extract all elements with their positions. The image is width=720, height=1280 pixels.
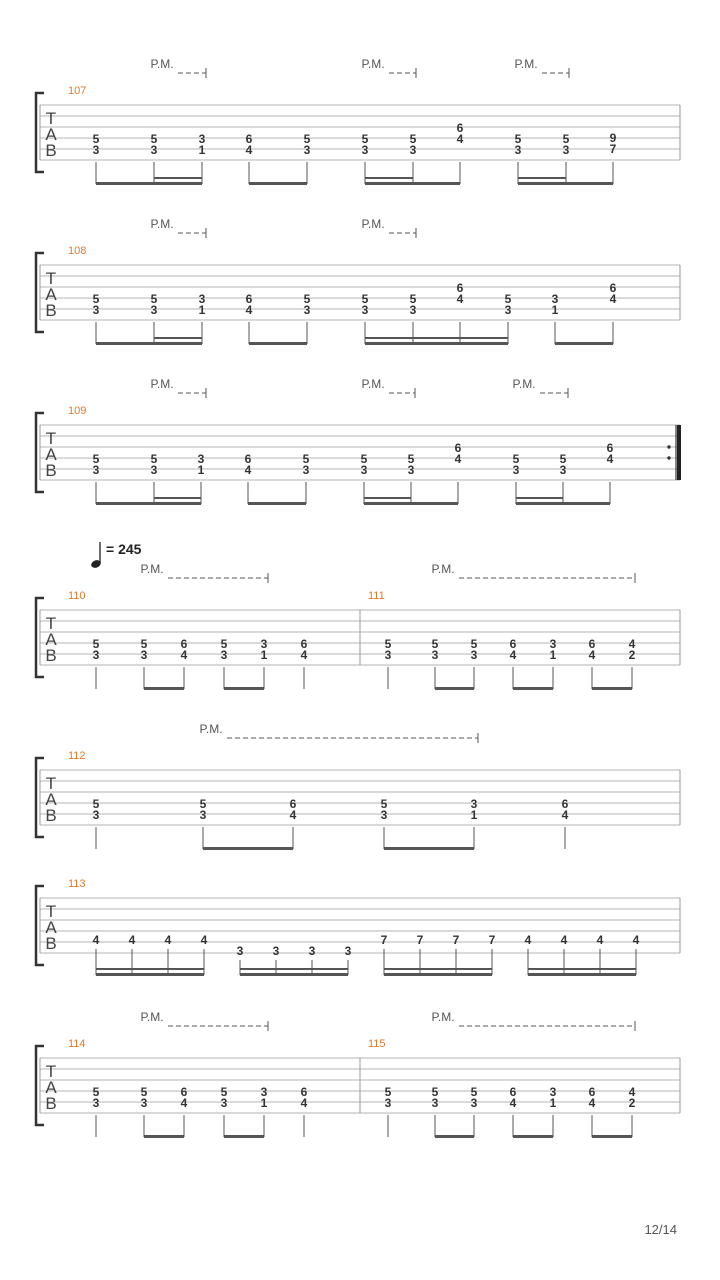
fret-number: 4 (300, 1096, 308, 1110)
beam (249, 342, 307, 345)
tab-clef-a: A (45, 125, 57, 144)
fret-number: 3 (409, 143, 417, 157)
measure-number: 108 (68, 245, 87, 257)
fret-number: 6 (180, 637, 188, 651)
fret-number: 5 (384, 637, 392, 651)
fret-number: 7 (416, 933, 424, 947)
measure-number: 112 (68, 750, 86, 762)
tab-clef-b: B (45, 646, 57, 665)
measure-number: 110 (68, 590, 86, 602)
palm-mute-label: P.M. (431, 562, 455, 576)
fret-number: 6 (244, 452, 252, 466)
fret-number: 3 (92, 143, 100, 157)
beam-secondary (154, 497, 201, 499)
fret-number: 5 (470, 1085, 478, 1099)
beam (224, 687, 264, 690)
fret-number: 4 (128, 933, 136, 947)
fret-number: 5 (150, 132, 158, 146)
measure-number: 109 (68, 405, 87, 417)
tab-clef-b: B (45, 141, 57, 160)
tab-clef-a: A (45, 445, 57, 464)
fret-number: 3 (470, 797, 478, 811)
fret-number: 5 (220, 637, 228, 651)
fret-number: 3 (308, 944, 316, 958)
fret-number: 3 (549, 1085, 557, 1099)
palm-mute-label: P.M. (150, 57, 174, 71)
fret-number: 6 (588, 1085, 596, 1099)
fret-number: 5 (409, 132, 417, 146)
beam (555, 342, 613, 345)
fret-number: 3 (220, 648, 228, 662)
beam (364, 502, 458, 505)
palm-mute-label: P.M. (361, 57, 385, 71)
beam (96, 973, 204, 976)
beam (365, 342, 508, 345)
fret-number: 4 (92, 933, 100, 947)
fret-number: 3 (140, 1096, 148, 1110)
fret-number: 5 (92, 797, 100, 811)
beam (248, 502, 306, 505)
fret-number: 3 (303, 303, 311, 317)
fret-number: 3 (514, 143, 522, 157)
measure-number: 107 (68, 85, 87, 97)
fret-number: 5 (140, 1085, 148, 1099)
beam (435, 687, 474, 690)
fret-number: 5 (302, 452, 310, 466)
fret-number: 6 (454, 441, 462, 455)
fret-number: 6 (561, 797, 569, 811)
beam (249, 182, 307, 185)
palm-mute-label: P.M. (431, 1010, 455, 1024)
fret-number: 2 (628, 648, 636, 662)
beam (384, 847, 474, 850)
beam (224, 1135, 264, 1138)
fret-number: 3 (198, 292, 206, 306)
fret-number: 6 (609, 281, 617, 295)
fret-number: 3 (220, 1096, 228, 1110)
fret-number: 3 (92, 808, 100, 822)
palm-mute-label: P.M. (514, 57, 538, 71)
fret-number: 5 (431, 1085, 439, 1099)
fret-number: 5 (150, 292, 158, 306)
fret-number: 2 (628, 1096, 636, 1110)
fret-number: 5 (512, 452, 520, 466)
beam-secondary (154, 337, 202, 339)
palm-mute-label: P.M. (140, 562, 164, 576)
fret-number: 1 (260, 1096, 268, 1110)
fret-number: 3 (380, 808, 388, 822)
fret-number: 6 (300, 1085, 308, 1099)
tab-clef-t: T (45, 1062, 57, 1081)
measure-number: 115 (368, 1038, 386, 1050)
fret-number: 5 (384, 1085, 392, 1099)
beam (96, 182, 202, 185)
fret-number: 4 (561, 808, 569, 822)
fret-number: 4 (180, 648, 188, 662)
fret-number: 4 (628, 637, 636, 651)
fret-number: 6 (245, 292, 253, 306)
fret-number: 5 (514, 132, 522, 146)
tab-clef-b: B (45, 934, 57, 953)
fret-number: 4 (524, 933, 532, 947)
fret-number: 4 (456, 292, 464, 306)
fret-number: 5 (303, 292, 311, 306)
fret-number: 5 (92, 132, 100, 146)
beam (592, 1135, 632, 1138)
beam (384, 973, 492, 976)
fret-number: 3 (199, 808, 207, 822)
fret-number: 4 (628, 1085, 636, 1099)
fret-number: 3 (344, 944, 352, 958)
fret-number: 3 (384, 648, 392, 662)
fret-number: 3 (150, 303, 158, 317)
fret-number: 4 (164, 933, 172, 947)
fret-number: 4 (244, 463, 252, 477)
palm-mute-label: P.M. (199, 722, 223, 736)
fret-number: 6 (456, 281, 464, 295)
fret-number: 5 (504, 292, 512, 306)
palm-mute-label: P.M. (150, 217, 174, 231)
fret-number: 3 (562, 143, 570, 157)
beam (144, 1135, 184, 1138)
fret-number: 3 (431, 1096, 439, 1110)
fret-number: 6 (456, 121, 464, 135)
beam (513, 687, 553, 690)
fret-number: 4 (632, 933, 640, 947)
fret-number: 1 (197, 463, 205, 477)
fret-number: 7 (380, 933, 388, 947)
beam (513, 1135, 553, 1138)
fret-number: 3 (303, 143, 311, 157)
tab-clef-t: T (45, 774, 57, 793)
fret-number: 3 (407, 463, 415, 477)
beam-secondary (528, 968, 636, 970)
fret-number: 5 (199, 797, 207, 811)
repeat-dot (667, 456, 670, 459)
beam (528, 973, 636, 976)
beam (96, 342, 202, 345)
fret-number: 3 (551, 292, 559, 306)
tab-clef-t: T (45, 109, 57, 128)
fret-number: 4 (596, 933, 604, 947)
fret-number: 4 (180, 1096, 188, 1110)
fret-number: 3 (92, 463, 100, 477)
palm-mute-label: P.M. (150, 377, 174, 391)
fret-number: 1 (198, 303, 206, 317)
beam (365, 182, 460, 185)
fret-number: 4 (289, 808, 297, 822)
fret-number: 5 (409, 292, 417, 306)
fret-number: 3 (361, 143, 369, 157)
fret-number: 4 (200, 933, 208, 947)
fret-number: 4 (245, 303, 253, 317)
palm-mute-label: P.M. (361, 217, 385, 231)
fret-number: 5 (407, 452, 415, 466)
fret-number: 5 (562, 132, 570, 146)
palm-mute-label: P.M. (361, 377, 385, 391)
fret-number: 5 (150, 452, 158, 466)
fret-number: 6 (180, 1085, 188, 1099)
fret-number: 7 (609, 142, 617, 156)
fret-number: 3 (409, 303, 417, 317)
fret-number: 5 (360, 452, 368, 466)
fret-number: 6 (509, 637, 517, 651)
fret-number: 3 (197, 452, 205, 466)
fret-number: 5 (92, 452, 100, 466)
beam-secondary (365, 337, 508, 339)
beam (96, 502, 201, 505)
palm-mute-label: P.M. (140, 1010, 164, 1024)
tab-clef-a: A (45, 1078, 57, 1097)
fret-number: 3 (150, 143, 158, 157)
fret-number: 6 (606, 441, 614, 455)
fret-number: 3 (150, 463, 158, 477)
fret-number: 5 (361, 292, 369, 306)
fret-number: 3 (360, 463, 368, 477)
fret-number: 6 (289, 797, 297, 811)
fret-number: 3 (92, 1096, 100, 1110)
fret-number: 6 (509, 1085, 517, 1099)
tab-clef-t: T (45, 269, 57, 288)
beam (435, 1135, 474, 1138)
fret-number: 3 (272, 944, 280, 958)
tab-clef-b: B (45, 1094, 57, 1113)
fret-number: 3 (260, 1085, 268, 1099)
tab-clef-b: B (45, 806, 57, 825)
beam (518, 182, 613, 185)
beam-secondary (96, 968, 204, 970)
fret-number: 5 (92, 637, 100, 651)
beam-secondary (384, 968, 492, 970)
beam-secondary (240, 968, 348, 970)
fret-number: 3 (431, 648, 439, 662)
beam (516, 502, 610, 505)
fret-number: 3 (512, 463, 520, 477)
fret-number: 9 (609, 131, 617, 145)
tempo-marking: = 245 (106, 541, 142, 557)
fret-number: 4 (509, 648, 517, 662)
measure-number: 113 (68, 878, 86, 890)
beam-secondary (516, 497, 563, 499)
fret-number: 3 (198, 132, 206, 146)
fret-number: 6 (245, 132, 253, 146)
fret-number: 5 (140, 637, 148, 651)
fret-number: 5 (431, 637, 439, 651)
fret-number: 1 (198, 143, 206, 157)
fret-number: 4 (609, 292, 617, 306)
fret-number: 4 (454, 452, 462, 466)
page-number: 12/14 (644, 1222, 677, 1237)
fret-number: 1 (549, 648, 557, 662)
fret-number: 3 (504, 303, 512, 317)
palm-mute-label: P.M. (512, 377, 536, 391)
fret-number: 7 (488, 933, 496, 947)
fret-number: 4 (588, 1096, 596, 1110)
measure-number: 114 (68, 1038, 86, 1050)
fret-number: 1 (549, 1096, 557, 1110)
fret-number: 1 (470, 808, 478, 822)
tab-clef-t: T (45, 902, 57, 921)
fret-number: 4 (560, 933, 568, 947)
fret-number: 3 (302, 463, 310, 477)
fret-number: 4 (300, 648, 308, 662)
fret-number: 4 (588, 648, 596, 662)
fret-number: 1 (551, 303, 559, 317)
fret-number: 3 (260, 637, 268, 651)
fret-number: 3 (470, 1096, 478, 1110)
fret-number: 5 (220, 1085, 228, 1099)
fret-number: 7 (452, 933, 460, 947)
beam-secondary (365, 177, 413, 179)
fret-number: 5 (559, 452, 567, 466)
tab-clef-a: A (45, 630, 57, 649)
fret-number: 5 (92, 1085, 100, 1099)
fret-number: 3 (92, 303, 100, 317)
measure-number: 111 (368, 590, 385, 602)
beam (144, 687, 184, 690)
beam-secondary (518, 177, 566, 179)
fret-number: 5 (470, 637, 478, 651)
fret-number: 4 (606, 452, 614, 466)
fret-number: 3 (236, 944, 244, 958)
tab-clef-t: T (45, 614, 57, 633)
fret-number: 3 (384, 1096, 392, 1110)
beam (592, 687, 632, 690)
tab-clef-a: A (45, 790, 57, 809)
fret-number: 6 (300, 637, 308, 651)
beam (240, 973, 348, 976)
beam-secondary (154, 177, 202, 179)
tab-clef-b: B (45, 461, 57, 480)
fret-number: 4 (509, 1096, 517, 1110)
fret-number: 5 (92, 292, 100, 306)
fret-number: 6 (588, 637, 596, 651)
repeat-dot (667, 445, 670, 448)
tab-clef-b: B (45, 301, 57, 320)
fret-number: 3 (470, 648, 478, 662)
tab-clef-a: A (45, 285, 57, 304)
fret-number: 5 (380, 797, 388, 811)
beam-secondary (364, 497, 411, 499)
fret-number: 5 (361, 132, 369, 146)
fret-number: 3 (140, 648, 148, 662)
beam (203, 847, 293, 850)
tab-clef-t: T (45, 429, 57, 448)
fret-number: 4 (245, 143, 253, 157)
tab-clef-a: A (45, 918, 57, 937)
fret-number: 3 (92, 648, 100, 662)
fret-number: 3 (559, 463, 567, 477)
fret-number: 4 (456, 132, 464, 146)
fret-number: 5 (303, 132, 311, 146)
fret-number: 3 (549, 637, 557, 651)
fret-number: 3 (361, 303, 369, 317)
fret-number: 1 (260, 648, 268, 662)
